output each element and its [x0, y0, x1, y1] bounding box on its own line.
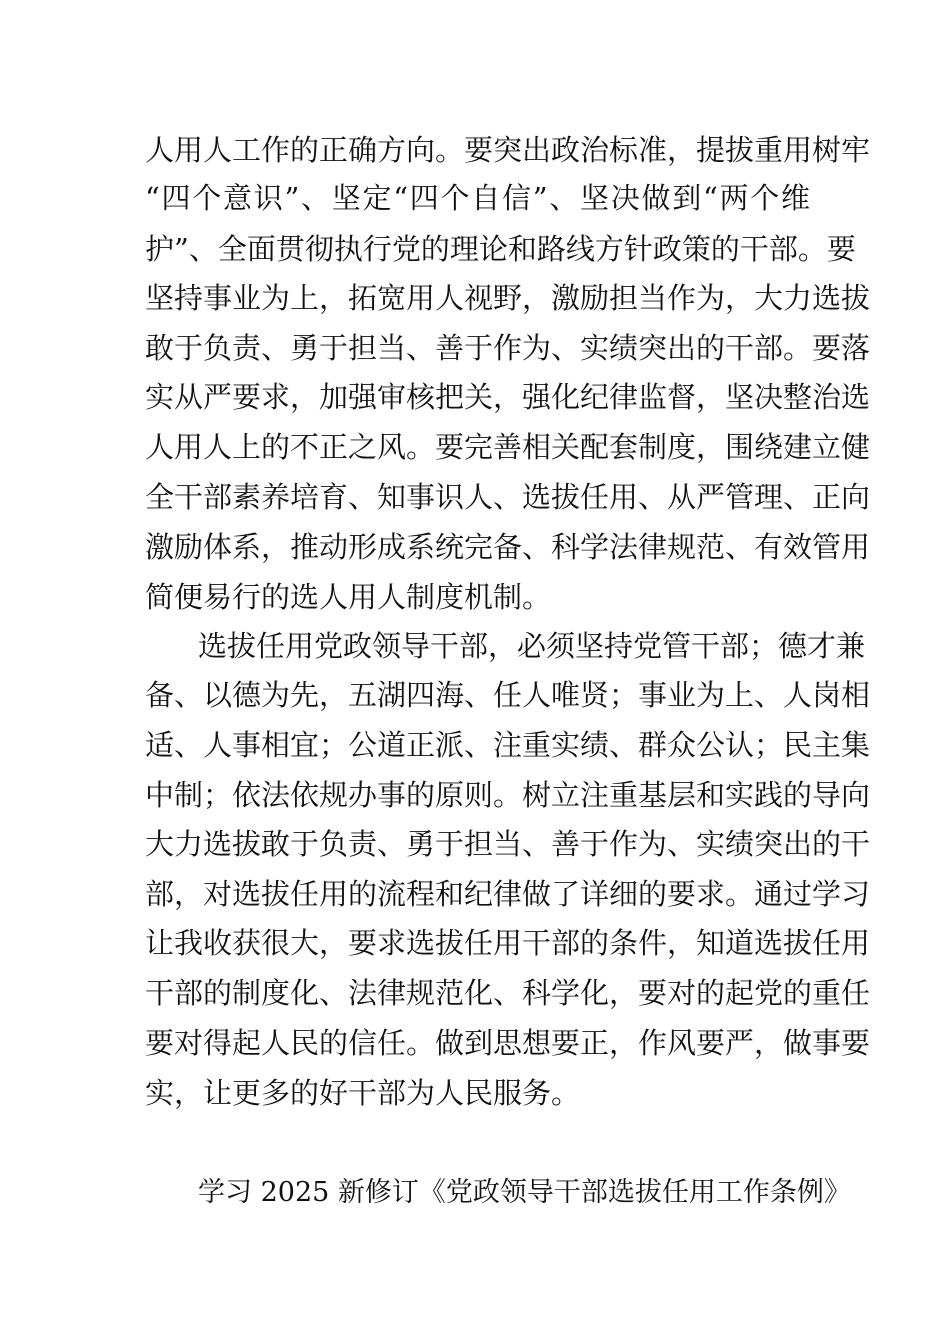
paragraph-line: 人用人上的不正之风。要完善相关配套制度，围绕建立健: [145, 430, 871, 464]
paragraph-line: 激励体系，推动形成系统完备、科学法律规范、有效管用: [145, 530, 871, 564]
section-heading: 学习 2025 新修订《党政领导干部选拔任用工作条例》: [198, 1177, 851, 1208]
paragraph-line: 坚持事业为上，拓宽用人视野，激励担当作为，大力选拔: [145, 281, 871, 315]
paragraph-line: 选拔任用党政领导干部，必须坚持党管干部；德才兼: [198, 629, 866, 663]
paragraph-line: 部，对选拔任用的流程和纪律做了详细的要求。通过学习: [145, 877, 871, 911]
paragraph-line: 护”、全面贯彻执行党的理论和路线方针政策的干部。要: [145, 232, 856, 266]
paragraph-line: 备、以德为先，五湖四海、任人唯贤；事业为上、人岗相: [145, 678, 871, 712]
paragraph-line: 中制；依法依规办事的原则。树立注重基层和实践的导向: [145, 778, 871, 812]
paragraph-line: 实从严要求，加强审核把关，强化纪律监督，坚决整治选: [145, 380, 871, 414]
paragraph-line: 干部的制度化、法律规范化、科学化，要对的起党的重任: [145, 976, 871, 1010]
paragraph-line: “四个意识”、坚定“四个自信”、坚决做到“两个维: [145, 181, 810, 215]
paragraph-line: 实，让更多的好干部为人民服务。: [145, 1076, 581, 1110]
paragraph-line: 敢于负责、勇于担当、善于作为、实绩突出的干部。要落: [145, 331, 871, 365]
paragraph-line: 人用人工作的正确方向。要突出政治标准，提拔重用树牢: [145, 133, 871, 167]
paragraph-line: 大力选拔敢于负责、勇于担当、善于作为、实绩突出的干: [145, 827, 871, 861]
paragraph-line: 要对得起人民的信任。做到思想要正，作风要严，做事要: [145, 1026, 871, 1060]
paragraph-line: 全干部素养培育、知事识人、选拔任用、从严管理、正向: [145, 480, 871, 514]
paragraph-line: 简便易行的选人用人制度机制。: [145, 580, 552, 614]
paragraph-line: 让我收获很大，要求选拔任用干部的条件，知道选拔任用: [145, 926, 871, 960]
paragraph-line: 适、人事相宜；公道正派、注重实绩、群众公认；民主集: [145, 728, 871, 762]
